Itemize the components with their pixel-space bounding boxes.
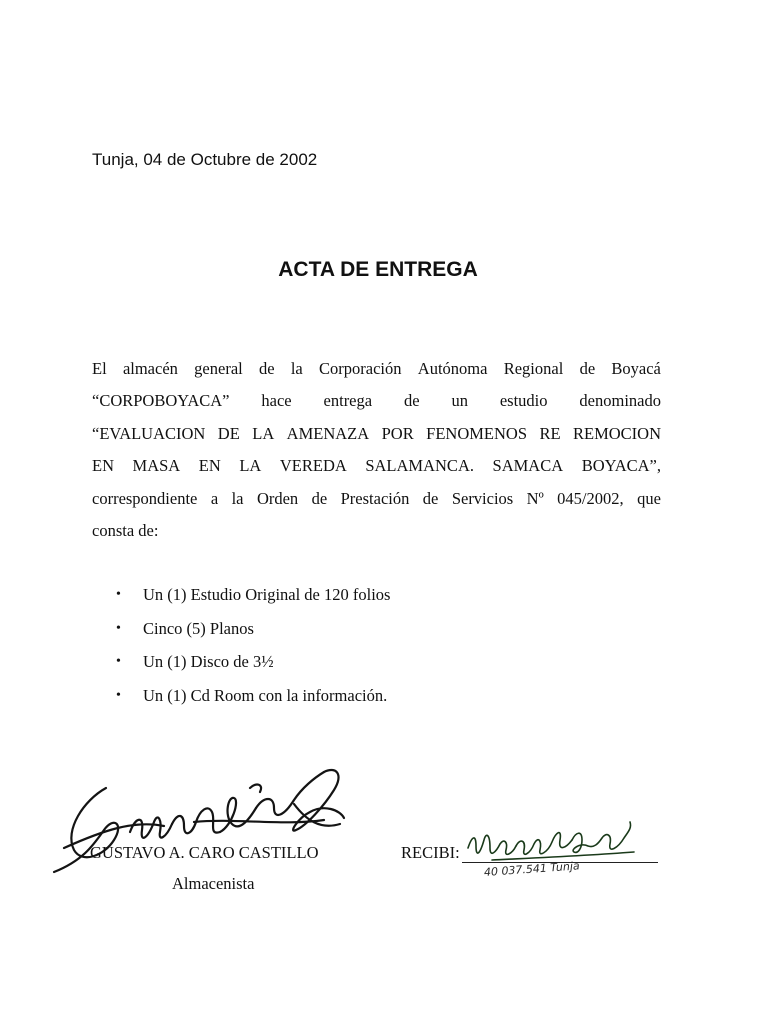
- body-line: EN MASA EN LA VEREDA SALAMANCA. SAMACA BOYACA”,: [92, 456, 661, 476]
- bullet-icon: •: [116, 587, 121, 602]
- list-item: [116, 578, 390, 612]
- document-title: ACTA DE ENTREGA: [278, 258, 478, 281]
- signer-role: Almacenista: [172, 874, 255, 893]
- body-line: “EVALUACION DE LA AMENAZA POR FENOMENOS RE REMOCION: [92, 423, 661, 443]
- signer-name: GUSTAVO A. CARO CASTILLO: [90, 843, 319, 862]
- list-item-label: Un (1) Disco de 3½: [143, 652, 274, 671]
- bullet-icon: •: [116, 654, 121, 669]
- receiver-id-note: 40 037.541 Tunja: [483, 859, 581, 879]
- list-item-label: Cinco (5) Planos: [143, 618, 254, 638]
- body-line: consta de:: [92, 521, 159, 541]
- list-item: [116, 612, 390, 646]
- list-item: [116, 679, 390, 713]
- body-line: El almacén general de la Corporación Autónoma Regional de Boyacá: [92, 359, 661, 378]
- body-paragraph: [92, 353, 661, 547]
- list-item-label: Un (1) Cd Room con la información.: [143, 685, 388, 705]
- delivered-items-list: [116, 578, 390, 712]
- body-line: correspondiente a la Orden de Prestación de Servicios Nº 045/2002, que: [92, 488, 661, 508]
- bullet-icon: •: [116, 620, 121, 636]
- list-item-label: Un (1) Estudio Original de 120 folios: [143, 585, 391, 604]
- list-item: [116, 645, 390, 679]
- body-line: “CORPOBOYACA” hace entrega de un estudio denominado: [92, 391, 661, 411]
- receiver-label: RECIBI:: [401, 843, 460, 862]
- place-date: Tunja, 04 de Octubre de 2002: [92, 150, 318, 169]
- receiver-signature-icon: [462, 818, 642, 898]
- bullet-icon: •: [116, 687, 121, 703]
